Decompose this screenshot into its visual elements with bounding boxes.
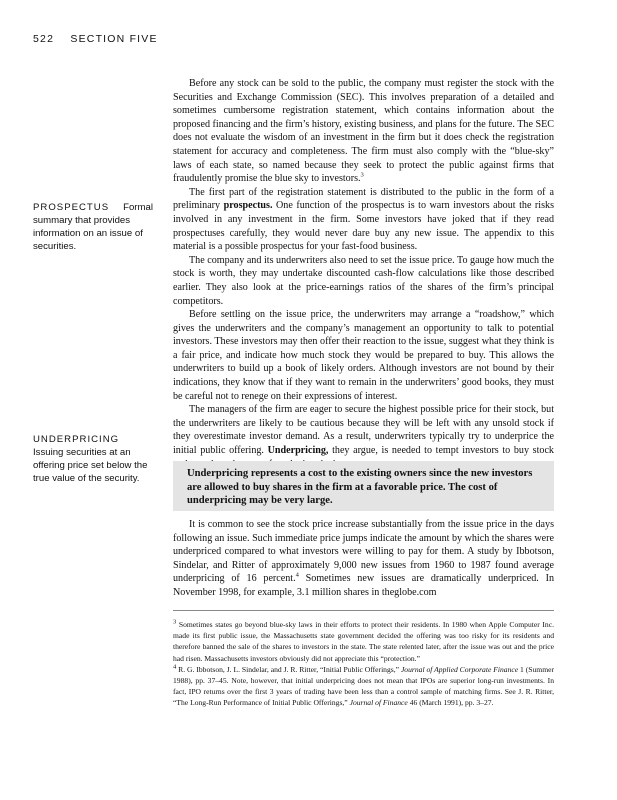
running-header bbox=[33, 33, 158, 45]
callout-box: Underpricing represents a cost to the existing owners since the new investors are allowed to buy shares in the firm at a favorable price. The cost of underpricing may be very large. bbox=[173, 461, 554, 511]
paragraph: It is common to see the stock price increase substantially from the issue price in the days following an issue. Such immediate price jumps indicate the amount by which the shares were underpriced compared to what investors were willing to pay for them. A study by Ibbotson, Sindelar, and Ritter of approximately 9,000 new issues from 1960 to 1987 found average underpricing of 16 percent.$^4$ Sometimes new issues are dramatically underpriced. In November 1998, for example, 3.1 million shares in theglobe.com bbox=[173, 519, 554, 598]
page-number: 522 bbox=[33, 33, 55, 45]
paragraph: The company and its underwriters also need to set the issue price. To gauge how much the stock is worth, they may undertake discounted cash-flow calculations like those described earlier. They also look at the price-earnings ratios of the shares of the firm’s principal competitors. bbox=[173, 254, 554, 307]
key-term: Underpricing, bbox=[267, 445, 329, 457]
body-text-upper bbox=[173, 77, 554, 471]
footnotes bbox=[173, 619, 554, 709]
footnote-ref: 4 bbox=[295, 572, 299, 580]
footnote-ref: 3 bbox=[360, 171, 364, 179]
margin-definition: Issuing securities at an offering price set below the true value of the security. bbox=[33, 447, 148, 484]
key-term: prospectus. bbox=[223, 200, 273, 212]
margin-note-underpricing bbox=[33, 433, 155, 485]
margin-definition: Formal summary that provides information on an issue of securities. bbox=[33, 202, 153, 252]
section-title: SECTION FIVE bbox=[70, 33, 158, 45]
margin-term: PROSPECTUS bbox=[33, 202, 110, 213]
footnote-rule bbox=[173, 610, 554, 611]
paragraph: Before any stock can be sold to the public, the company must register the stock with the Securities and Exchange Commission (SEC). This involves preparation of a detailed and sometimes cumbersome registration statement, which contains information about the proposed financing and the firm’s history, existing business, and plans for the future. The SEC does not evaluate the wisdom of an investment in the firm but it does check the registration statement for accuracy and completeness. The firm must also comply with the “blue-sky” laws of each state, so named because they seek to protect the public against firms that fraudulently promise the blue sky to investors.$^3$ bbox=[173, 78, 554, 185]
margin-term: UNDERPRICING bbox=[33, 434, 120, 445]
footnote-4: $^4$ R. G. Ibbotson, J. L. Sindelar, and J. R. Ritter, “Initial Public Offerings,” Journal of Applied Corporate Finance 1 (Summer 1988), pp. 37–45. Note, however, that initial underpricing does not mean that IPOs are superior long-run investments. In fact, IPO returns over the first 3 years of trading have been less than a control sample of matching firms. See J. R. Ritter, “The Long-Run Performance of Initial Public Offerings,” Journal of Finance 46 (March 1991), pp. 3–27. bbox=[173, 663, 554, 708]
paragraph: Before settling on the issue price, the underwriters may arrange a “roadshow,” which gives the underwriters and the company’s management an opportunity to talk to potential investors. These investors may then offer their reaction to the issue, suggest what they think is a fair price, and indicate how much stock they would be prepared to buy. This allows the underwriters to build up a book of likely orders. Although investors are not bound by their indications, they know that if they want to remain in the underwriters’ good books, they must be careful not to renege on their expressions of interest. bbox=[173, 309, 554, 402]
footnote-3: $^3$ Sometimes states go beyond blue-sky laws in their efforts to protect their residents. In 1980 when Apple Computer Inc. made its first public issue, the Massachusetts state government decided the offering was too risky for its residents and therefore banned the sale of the shares to investors in the state. The state relented later, after the issue was out and the price had risen. Massachusetts investors obviously did not appreciate this “protection.” bbox=[173, 618, 554, 663]
body-text-lower bbox=[173, 518, 554, 600]
paragraph: The managers of the firm are eager to secure the highest possible price for their stock, but the underwriters are likely to be cautious because they will be left with any unsold stock if they overestimate investor demand. As a result, underwriters typically try to underprice the initial public offering. Underpricing, they argue, is needed to tempt investors to buy stock bbox=[173, 404, 554, 457]
paragraph: The first part of the registration statement is distributed to the public in the form of a preliminary prospectus. One function of the prospectus is to warn investors about the risks involved in any investment in the firm. Some investors have joked that if they read prospectuses carefully, they would never dare buy any new issue. The appendix to this material is a possible prospectus for your fast-food business. bbox=[173, 186, 554, 253]
margin-note-prospectus bbox=[33, 201, 155, 253]
